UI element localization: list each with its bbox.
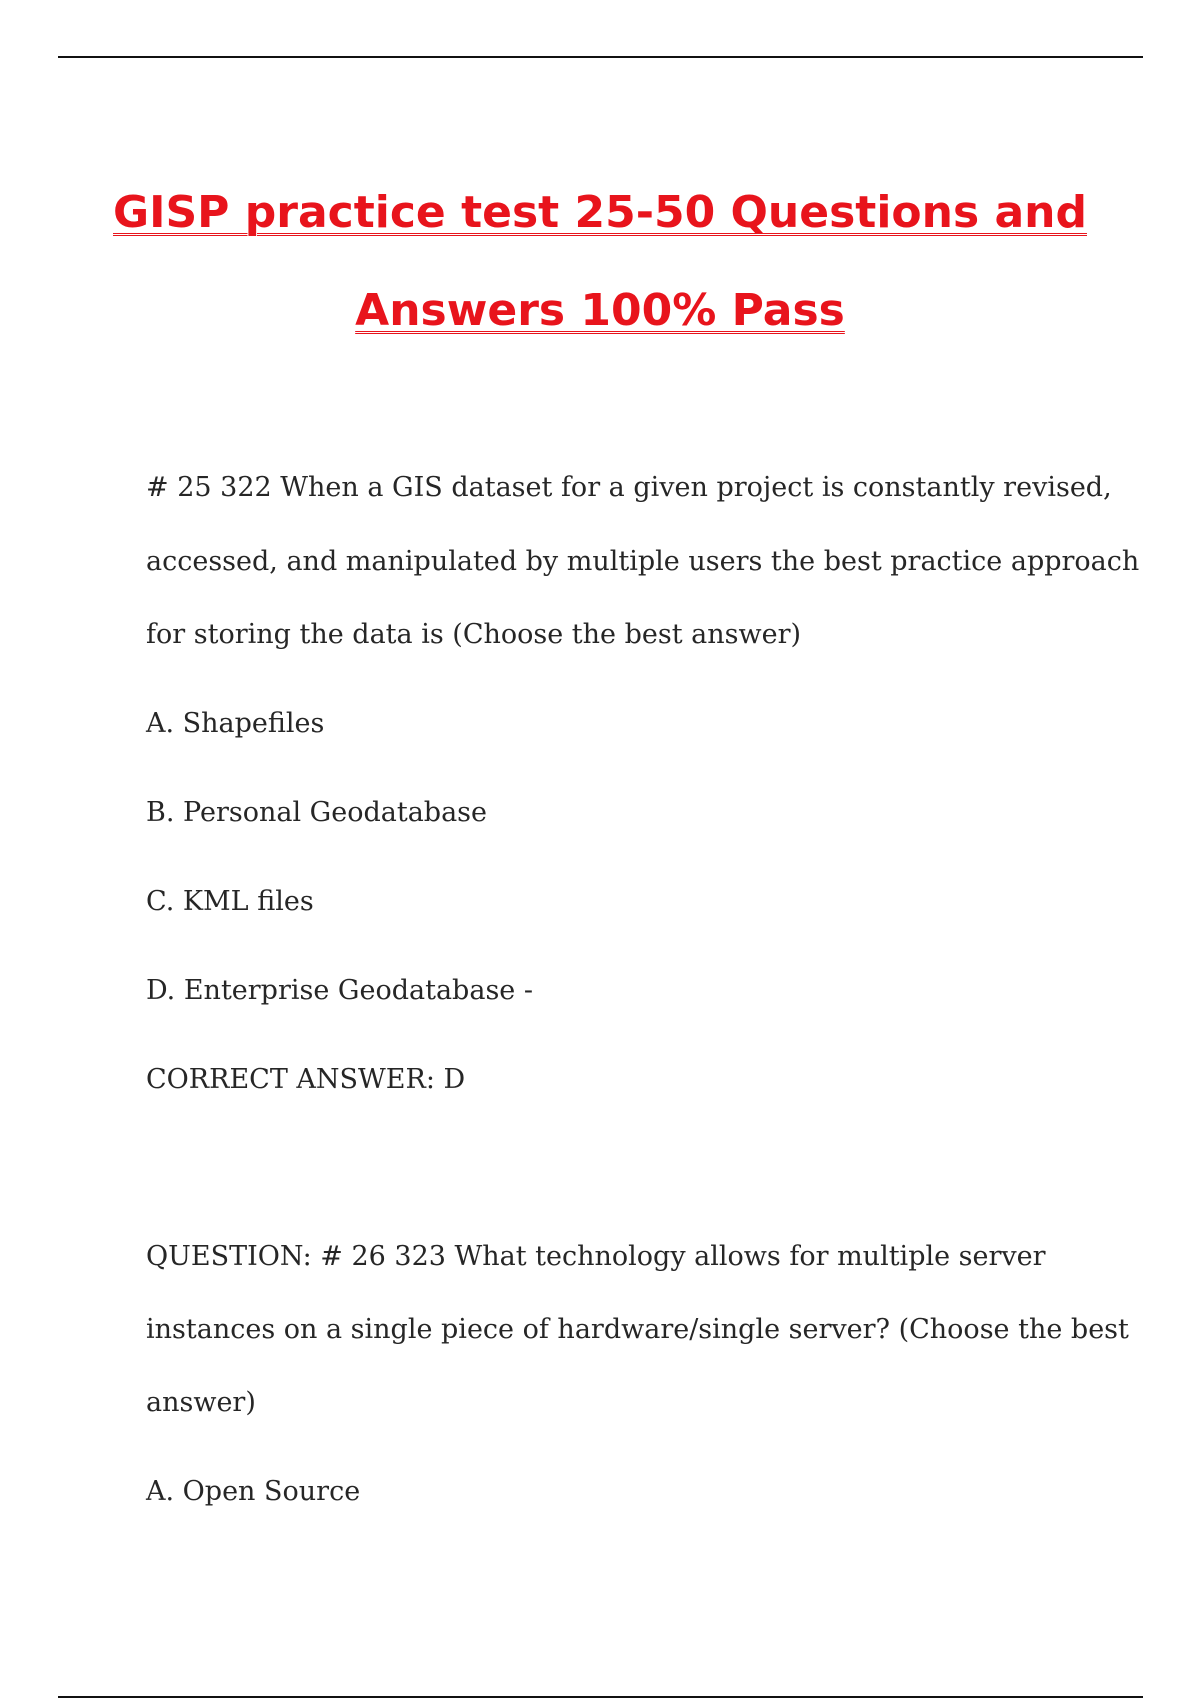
question-26-line-1: QUESTION: # 26 323 What technology allows for multiple server	[146, 1241, 1046, 1272]
question-25-line-2: accessed, and manipulated by multiple users the best practice approach	[146, 546, 1140, 577]
top-rule	[58, 56, 1143, 58]
question-25-option-c: C. KML files	[146, 886, 314, 917]
document-title-line-2: Answers 100% Pass	[355, 285, 845, 336]
question-25-option-a: A. Shapefiles	[146, 708, 325, 739]
question-26-option-a: A. Open Source	[146, 1476, 361, 1507]
question-25-line-3: for storing the data is (Choose the best answer)	[146, 619, 802, 650]
question-26-line-2: instances on a single piece of hardware/single server? (Choose the best	[146, 1314, 1129, 1345]
bottom-rule	[58, 1696, 1143, 1698]
question-25-line-1: # 25 322 When a GIS dataset for a given project is constantly revised,	[146, 472, 1112, 503]
question-26-line-3: answer)	[146, 1387, 256, 1418]
document-title-line-1: GISP practice test 25-50 Questions and	[113, 187, 1087, 238]
question-25-correct-answer: CORRECT ANSWER: D	[146, 1064, 466, 1095]
question-25-option-d: D. Enterprise Geodatabase -	[146, 975, 533, 1006]
question-25-option-b: B. Personal Geodatabase	[146, 797, 488, 828]
